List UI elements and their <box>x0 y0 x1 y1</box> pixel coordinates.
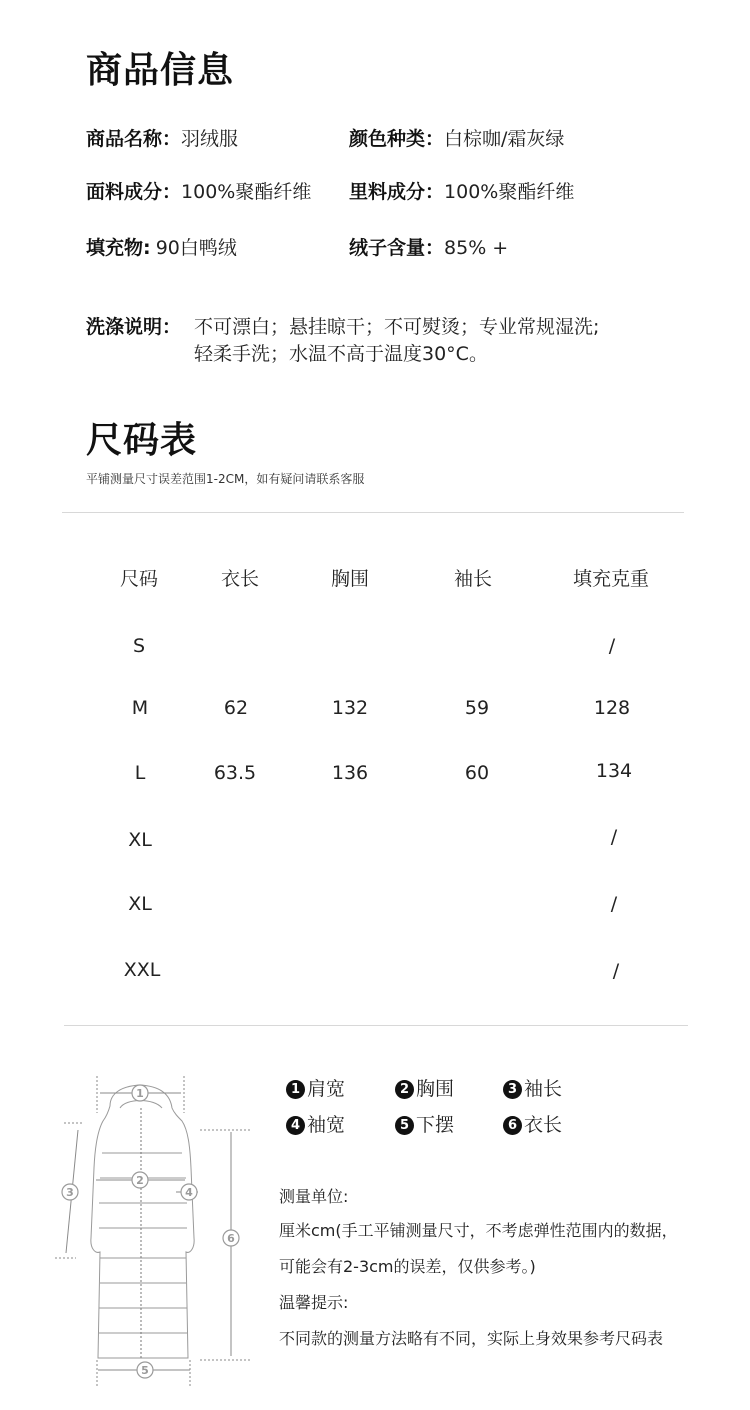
number-2-icon: 2 <box>395 1080 414 1099</box>
header-fill-weight: 填充克重 <box>572 568 650 590</box>
fabric-row <box>86 177 311 204</box>
tip-title: 温馨提示: <box>279 1293 349 1312</box>
product-name-label: 商品名称： <box>86 128 182 150</box>
divider-top <box>62 512 684 513</box>
product-info-title: 商品信息 <box>86 50 235 91</box>
product-name-row <box>86 124 238 151</box>
number-3-icon: 3 <box>503 1080 522 1099</box>
color-row <box>349 124 564 151</box>
unit-line-2: 可能会有2-3cm的误差，仅供参考。) <box>279 1257 536 1276</box>
cell-size-s: S <box>132 635 146 657</box>
svg-text:1: 1 <box>136 1087 144 1100</box>
filling-label: 填充物: <box>86 237 151 259</box>
svg-text:4: 4 <box>185 1186 193 1199</box>
cell-size-l: L <box>134 762 146 784</box>
number-1-icon: 1 <box>286 1080 305 1099</box>
wash-label: 洗涤说明： <box>86 316 182 338</box>
wash-line-2: 轻柔手洗；水温不高于温度30°C。 <box>194 343 488 365</box>
wash-line-1: 不可漂白；悬挂晾干；不可熨烫；专业常规湿洗; <box>194 316 600 338</box>
cell-size-xl-2: XL <box>128 893 152 915</box>
cell-chest: 136 <box>331 762 369 784</box>
cell-fill-weight: / <box>610 893 618 915</box>
legend-item-sleeve-width: 4 袖宽 <box>286 1110 345 1137</box>
svg-text:6: 6 <box>227 1232 235 1245</box>
number-6-icon: 6 <box>503 1116 522 1135</box>
size-chart-title: 尺码表 <box>86 420 198 461</box>
fabric-value: 100%聚酯纤维 <box>181 181 312 203</box>
cell-chest: 132 <box>331 697 369 719</box>
fabric-label: 面料成分： <box>86 181 182 203</box>
svg-text:5: 5 <box>141 1364 149 1377</box>
header-chest: 胸围 <box>330 568 370 590</box>
cell-size-xl: XL <box>128 829 152 851</box>
number-4-icon: 4 <box>286 1116 305 1135</box>
size-chart-note: 平铺测量尺寸误差范围1-2CM，如有疑问请联系客服 <box>86 472 365 486</box>
lining-label: 里料成分： <box>349 181 445 203</box>
cell-fill-weight: / <box>608 635 616 657</box>
filling-value: 90白鸭绒 <box>155 237 237 259</box>
color-label: 颜色种类： <box>349 128 445 150</box>
svg-text:3: 3 <box>66 1186 74 1199</box>
tip-line: 不同款的测量方法略有不同，实际上身效果参考尺码表 <box>279 1329 664 1348</box>
divider-bottom <box>64 1025 688 1026</box>
legend-item-sleeve: 3 袖长 <box>503 1074 562 1101</box>
down-content-row <box>349 233 508 260</box>
product-name-value: 羽绒服 <box>181 128 239 150</box>
header-sleeve: 袖长 <box>453 568 493 590</box>
down-coat-outline-icon <box>50 1068 270 1390</box>
legend-item-length: 6 衣长 <box>503 1110 562 1137</box>
cell-size-m: M <box>131 697 149 719</box>
color-value: 白棕咖/霜灰绿 <box>444 128 565 150</box>
filling-row <box>86 233 237 260</box>
cell-length: 63.5 <box>213 762 257 784</box>
cell-size-xxl: XXL <box>123 959 161 981</box>
cell-sleeve: 59 <box>464 697 490 719</box>
legend-item-hem: 5 下摆 <box>395 1110 454 1137</box>
legend-item-chest: 2 胸围 <box>395 1074 454 1101</box>
legend-item-shoulder: 1 肩宽 <box>286 1074 345 1101</box>
down-content-label: 绒子含量： <box>349 237 445 259</box>
unit-line-1: 厘米cm(手工平铺测量尺寸，不考虑弹性范围内的数据， <box>279 1221 678 1240</box>
cell-fill-weight: 128 <box>593 697 631 719</box>
header-size: 尺码 <box>119 568 159 590</box>
unit-title: 测量单位: <box>279 1187 349 1206</box>
svg-text:2: 2 <box>136 1174 144 1187</box>
number-5-icon: 5 <box>395 1116 414 1135</box>
lining-value: 100%聚酯纤维 <box>444 181 575 203</box>
down-content-value: 85% + <box>444 237 509 259</box>
cell-fill-weight: / <box>612 960 620 982</box>
cell-fill-weight: 134 <box>595 760 633 782</box>
cell-length: 62 <box>223 697 249 719</box>
cell-sleeve: 60 <box>464 762 490 784</box>
header-length: 衣长 <box>220 568 260 590</box>
lining-row <box>349 177 574 204</box>
cell-fill-weight: / <box>610 826 618 848</box>
